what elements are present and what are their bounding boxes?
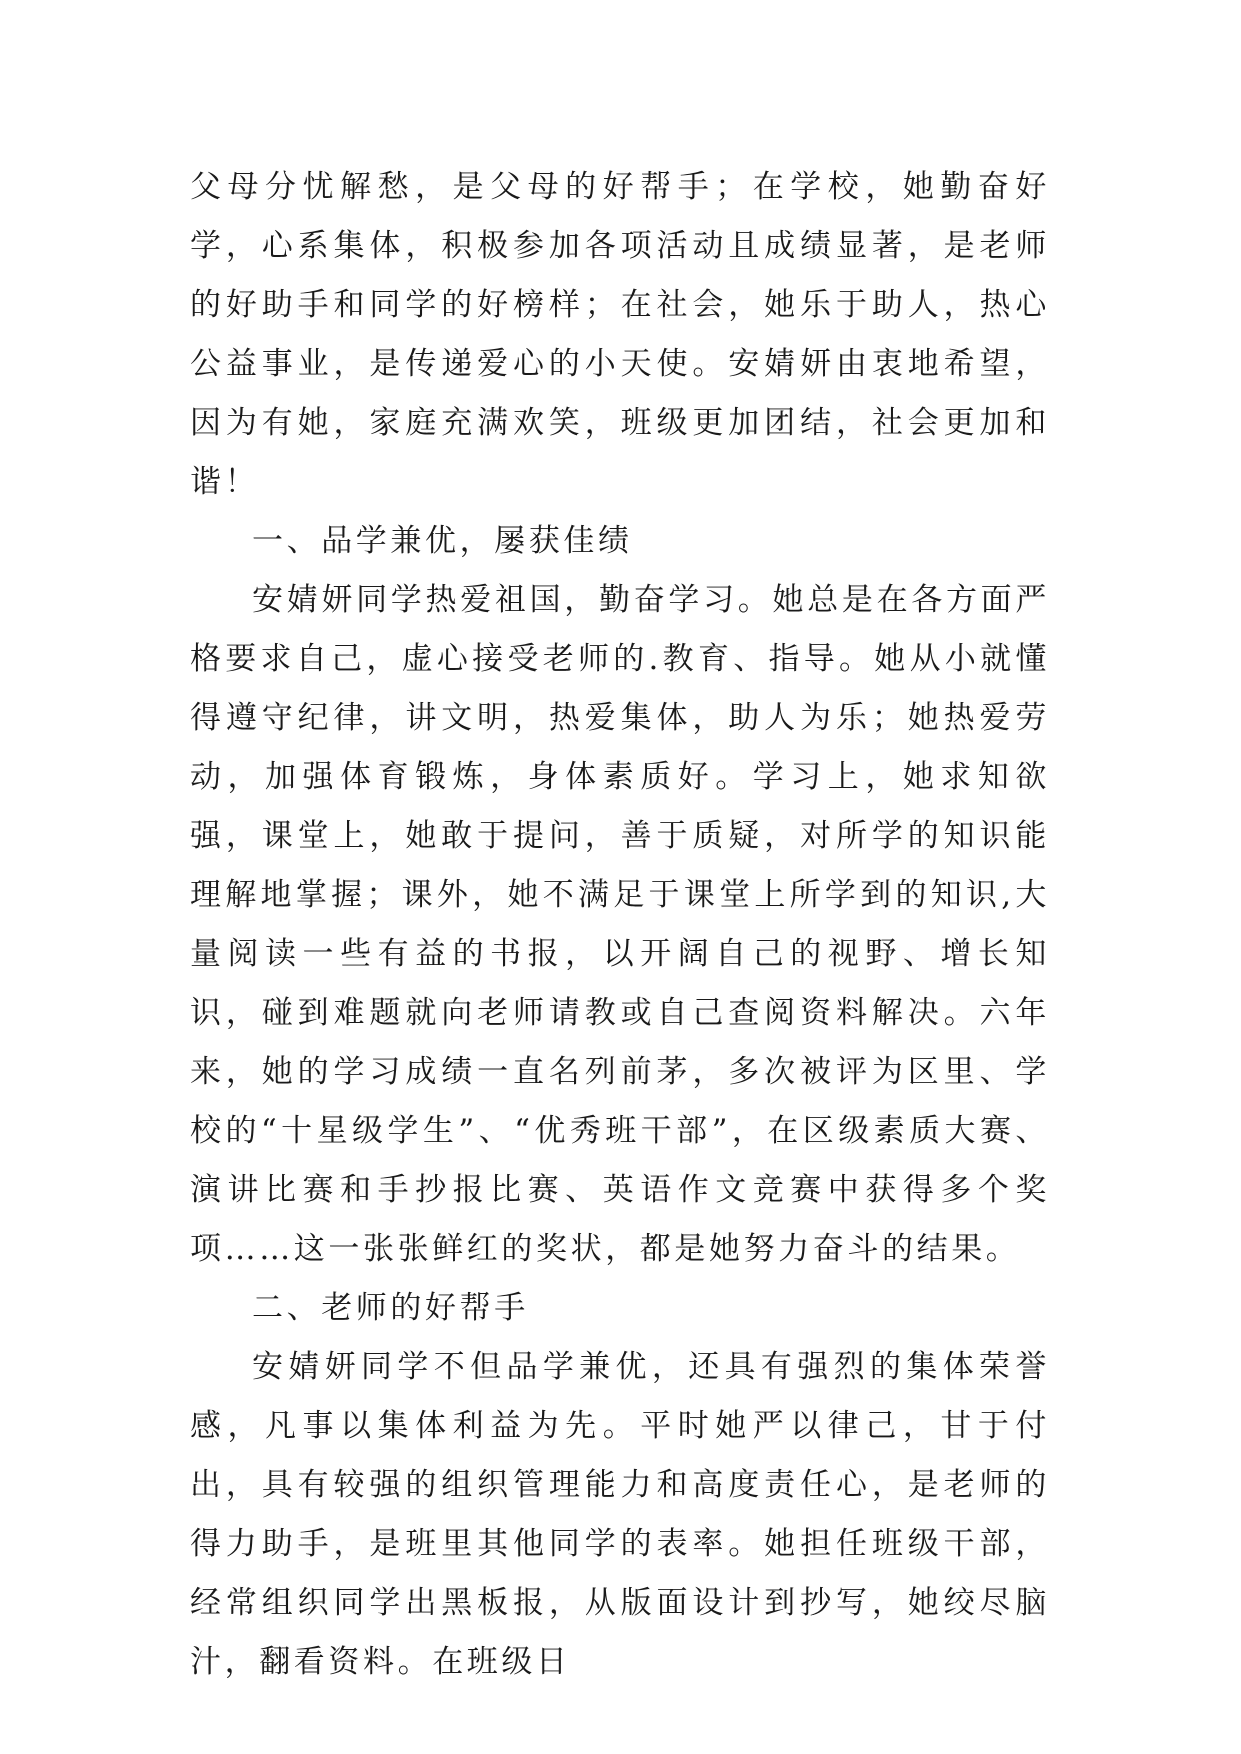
document-body <box>190 158 1050 1692</box>
section-heading-1: 一、品学兼优，屡获佳绩 <box>252 523 633 559</box>
section-2-paragraph: 安婧妍同学不但品学兼优，还具有强烈的集体荣誉感，凡事以集体利益为先。平时她严以律己，甘于付出，具有较强的组织管理能力和高度责任心，是老师的得力助手，是班里其他同学的表率。她担任班级干部，经常组织同学出黑板报，从版面设计到抄写，她绞尽脑汁，翻看资料。在班级日 <box>190 1349 1050 1680</box>
intro-paragraph: 父母分忧解愁，是父母的好帮手；在学校，她勤奋好学，心系集体，积极参加各项活动且成绩显著，是老师的好助手和同学的好榜样；在社会，她乐于助人，热心公益事业，是传递爱心的小天使。安婧妍由衷地希望，因为有她，家庭充满欢笑，班级更加团结，社会更加和谐！ <box>190 169 1050 500</box>
section-1-paragraph: 安婧妍同学热爱祖国，勤奋学习。她总是在各方面严格要求自己，虚心接受老师的.教育、指导。她从小就懂得遵守纪律，讲文明，热爱集体，助人为乐；她热爱劳动，加强体育锻炼，身体素质好。学习上，她求知欲强，课堂上，她敢于提问，善于质疑，对所学的知识能理解地掌握；课外，她不满足于课堂上所学到的知识,大量阅读一些有益的书报，以开阔自己的视野、增长知识，碰到难题就向老师请教或自己查阅资料解决。六年来，她的学习成绩一直名列前茅，多次被评为区里、学校的“十星级学生”、“优秀班干部”，在区级素质大赛、演讲比赛和手抄报比赛、英语作文竞赛中获得多个奖项……这一张张鲜红的奖状，都是她努力奋斗的结果。 <box>190 582 1050 1267</box>
section-heading-2: 二、老师的好帮手 <box>252 1290 529 1326</box>
